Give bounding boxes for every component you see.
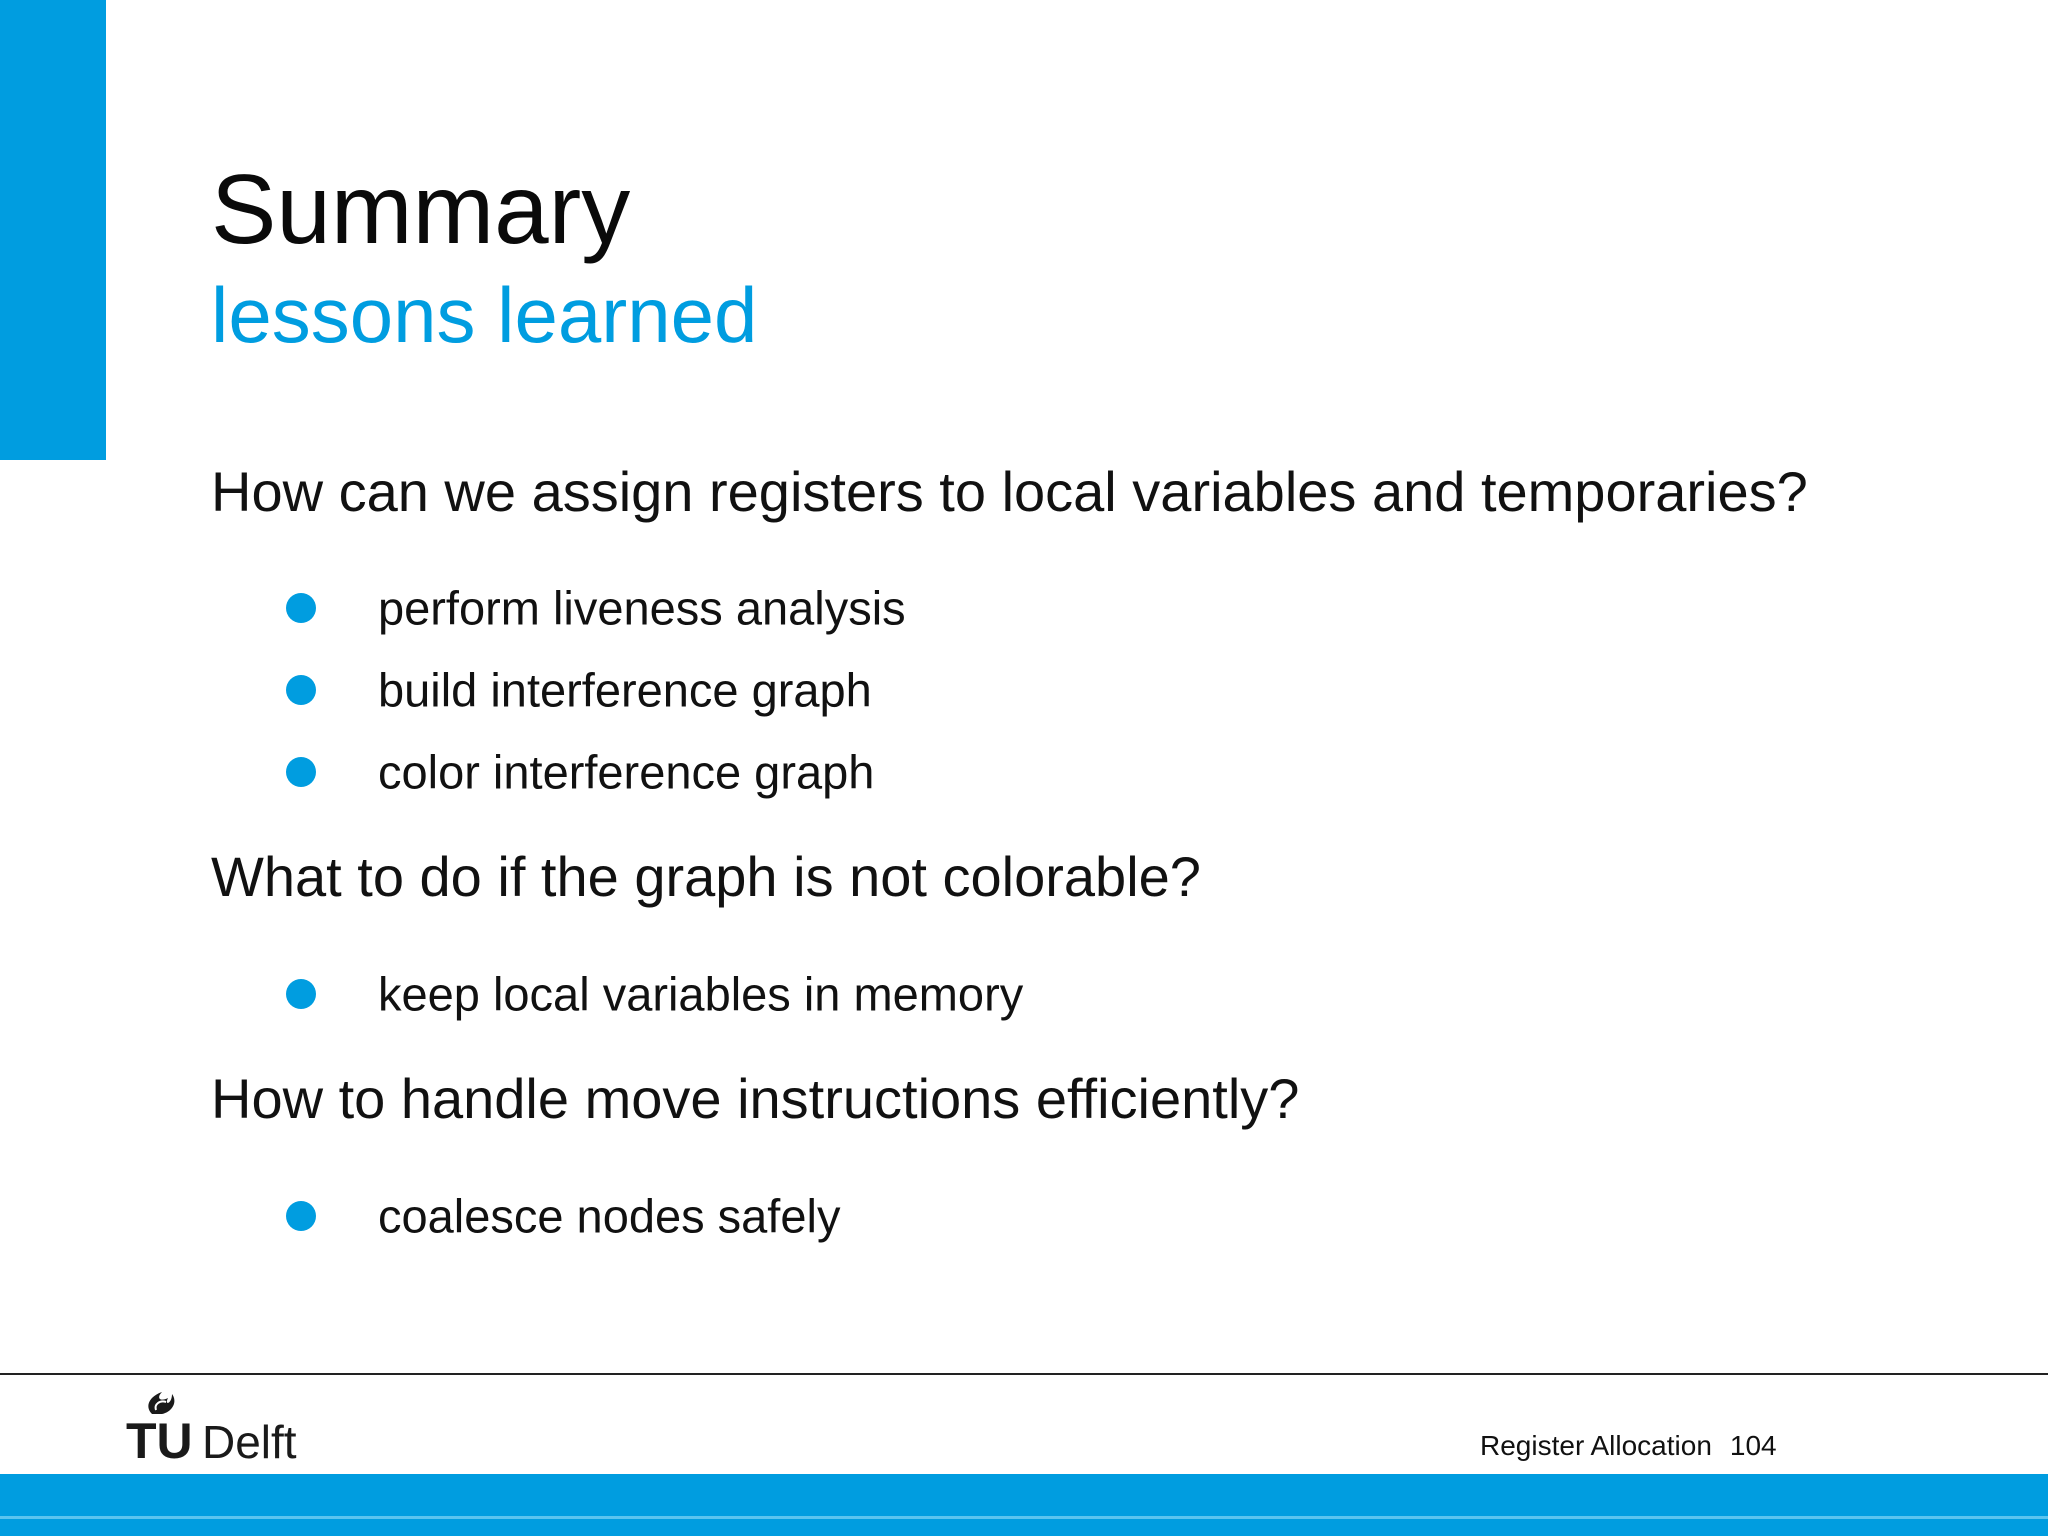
course-name: Register Allocation (1480, 1430, 1712, 1461)
accent-bar (0, 0, 106, 460)
tudelft-logo (126, 1380, 336, 1466)
bullet-dot-icon (286, 757, 316, 787)
footer-info (1480, 1430, 1777, 1462)
logo-delft: Delft (202, 1416, 297, 1466)
bullet-text: keep local variables in memory (378, 967, 1024, 1021)
bullet-dot-icon (286, 1201, 316, 1231)
question-2: What to do if the graph is not colorable? (211, 845, 1201, 908)
footer-divider (0, 1373, 2048, 1375)
bullet-item (286, 578, 906, 638)
logo-tu: TU (126, 1413, 193, 1466)
question-3: How to handle move instructions efficiently? (211, 1067, 1300, 1130)
bullet-item (286, 964, 1024, 1024)
bullet-dot-icon (286, 593, 316, 623)
page-number: 104 (1729, 1430, 1777, 1461)
bullet-text: color interference graph (378, 745, 875, 799)
bullet-dot-icon (286, 979, 316, 1009)
bottom-band-stripe (0, 1516, 2048, 1519)
slide-subtitle: lessons learned (211, 271, 758, 359)
bullet-text: coalesce nodes safely (378, 1189, 841, 1243)
bottom-band (0, 1474, 2048, 1536)
bullet-item (286, 660, 872, 720)
bullet-text: perform liveness analysis (378, 581, 906, 635)
bullet-text: build interference graph (378, 663, 872, 717)
question-1: How can we assign registers to local variables and temporaries? (211, 460, 1808, 523)
flame-icon (148, 1392, 174, 1414)
bullet-dot-icon (286, 675, 316, 705)
slide-title: Summary (211, 154, 631, 264)
bullet-item (286, 1186, 841, 1246)
bullet-item (286, 742, 875, 802)
